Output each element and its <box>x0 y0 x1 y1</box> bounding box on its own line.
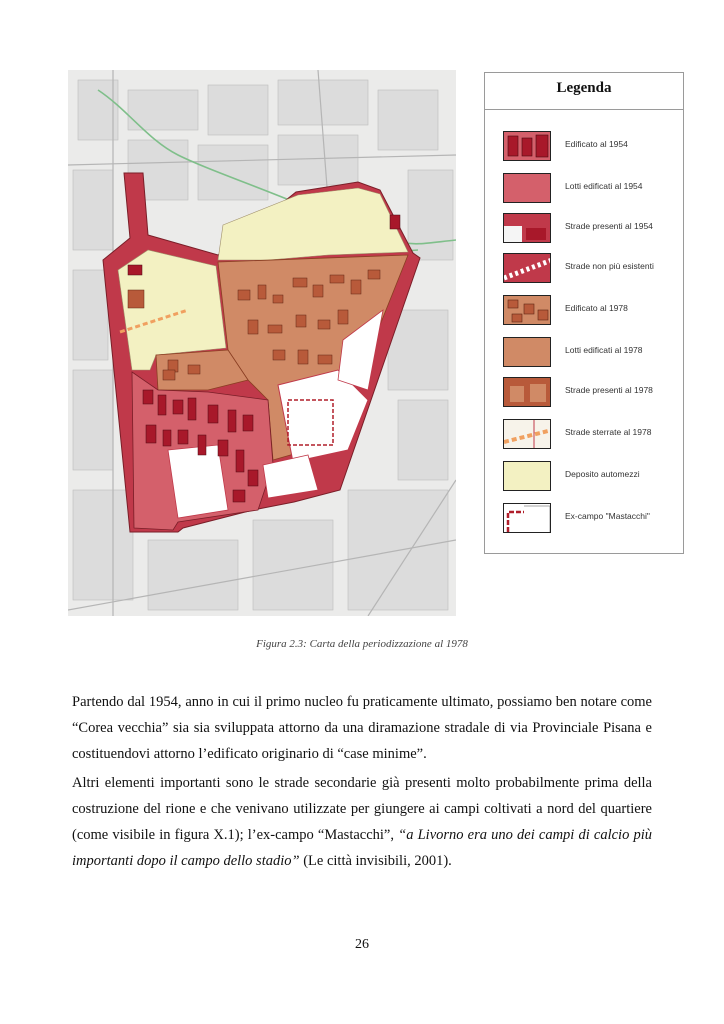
swatch-lots-1978 <box>503 337 551 367</box>
legend-item-ex-campo <box>503 503 679 539</box>
legend-divider <box>485 109 683 110</box>
legend-item-dirt-roads-1978 <box>503 419 679 455</box>
swatch-built-1954 <box>503 131 551 161</box>
swatch-ex-campo <box>503 503 551 533</box>
body-paragraph-2 <box>72 770 652 874</box>
legend-label: Ex-campo "Mastacchi" <box>565 511 650 521</box>
legend-item-roads-removed <box>503 253 679 289</box>
legend-label: Edificato al 1954 <box>565 139 628 149</box>
body-paragraph-1: Partendo dal 1954, anno in cui il primo nucleo fu praticamente ultimato, possiamo ben notare come “Corea vecchia” sia sia sviluppata attorno da una diramazione stradale di via Provinciale Pisana e costituendovi attorno l’edificato originario di “case minime”. <box>72 694 652 762</box>
legend-label: Deposito automezzi <box>565 469 640 479</box>
paragraph-text: Altri elementi importanti sono le strade secondarie già presenti molto probabilmente prima della costruzione del rione e che venivano utilizzate per giungere ai campi coltivati a nord del quartiere (come visibile in figura X.1); l’ex-campo “Mastacchi”, <box>72 775 652 843</box>
legend-item-roads-1954 <box>503 213 679 249</box>
page-number: 26 <box>355 937 369 952</box>
swatch-built-1978 <box>503 295 551 325</box>
legend-item-built-1978 <box>503 295 679 331</box>
figure-caption: Figura 2.3: Carta della periodizzazione al 1978 <box>256 638 468 650</box>
swatch-dirt-roads-1978 <box>503 419 551 449</box>
legend-item-lots-1954 <box>503 173 679 209</box>
legend-item-roads-1978 <box>503 377 679 413</box>
map-drawing <box>68 70 456 616</box>
legend-label: Lotti edificati al 1978 <box>565 345 643 355</box>
legend-label: Edificato al 1978 <box>565 303 628 313</box>
swatch-roads-1978 <box>503 377 551 407</box>
swatch-vehicle-depot <box>503 461 551 491</box>
legend-label: Strade non più esistenti <box>565 261 654 271</box>
legend-item-vehicle-depot <box>503 461 679 497</box>
quote-text: “a Livorno era uno dei campi di calcio più importanti dopo il campo dello stadio” <box>72 827 652 869</box>
legend-label: Lotti edificati al 1954 <box>565 181 643 191</box>
swatch-lots-1954 <box>503 173 551 203</box>
legend-item-lots-1978 <box>503 337 679 373</box>
periodization-map <box>68 70 456 616</box>
swatch-roads-removed <box>503 253 551 283</box>
legend-label: Strade sterrate al 1978 <box>565 427 652 437</box>
legend-label: Strade presenti al 1954 <box>565 221 653 231</box>
legend-label: Strade presenti al 1978 <box>565 385 653 395</box>
legend-title: Legenda <box>556 80 612 96</box>
swatch-roads-1954 <box>503 213 551 243</box>
paragraph-text: (Le città invisibili, 2001). <box>299 853 452 869</box>
legend-item-built-1954 <box>503 131 679 167</box>
map-legend <box>484 72 684 554</box>
